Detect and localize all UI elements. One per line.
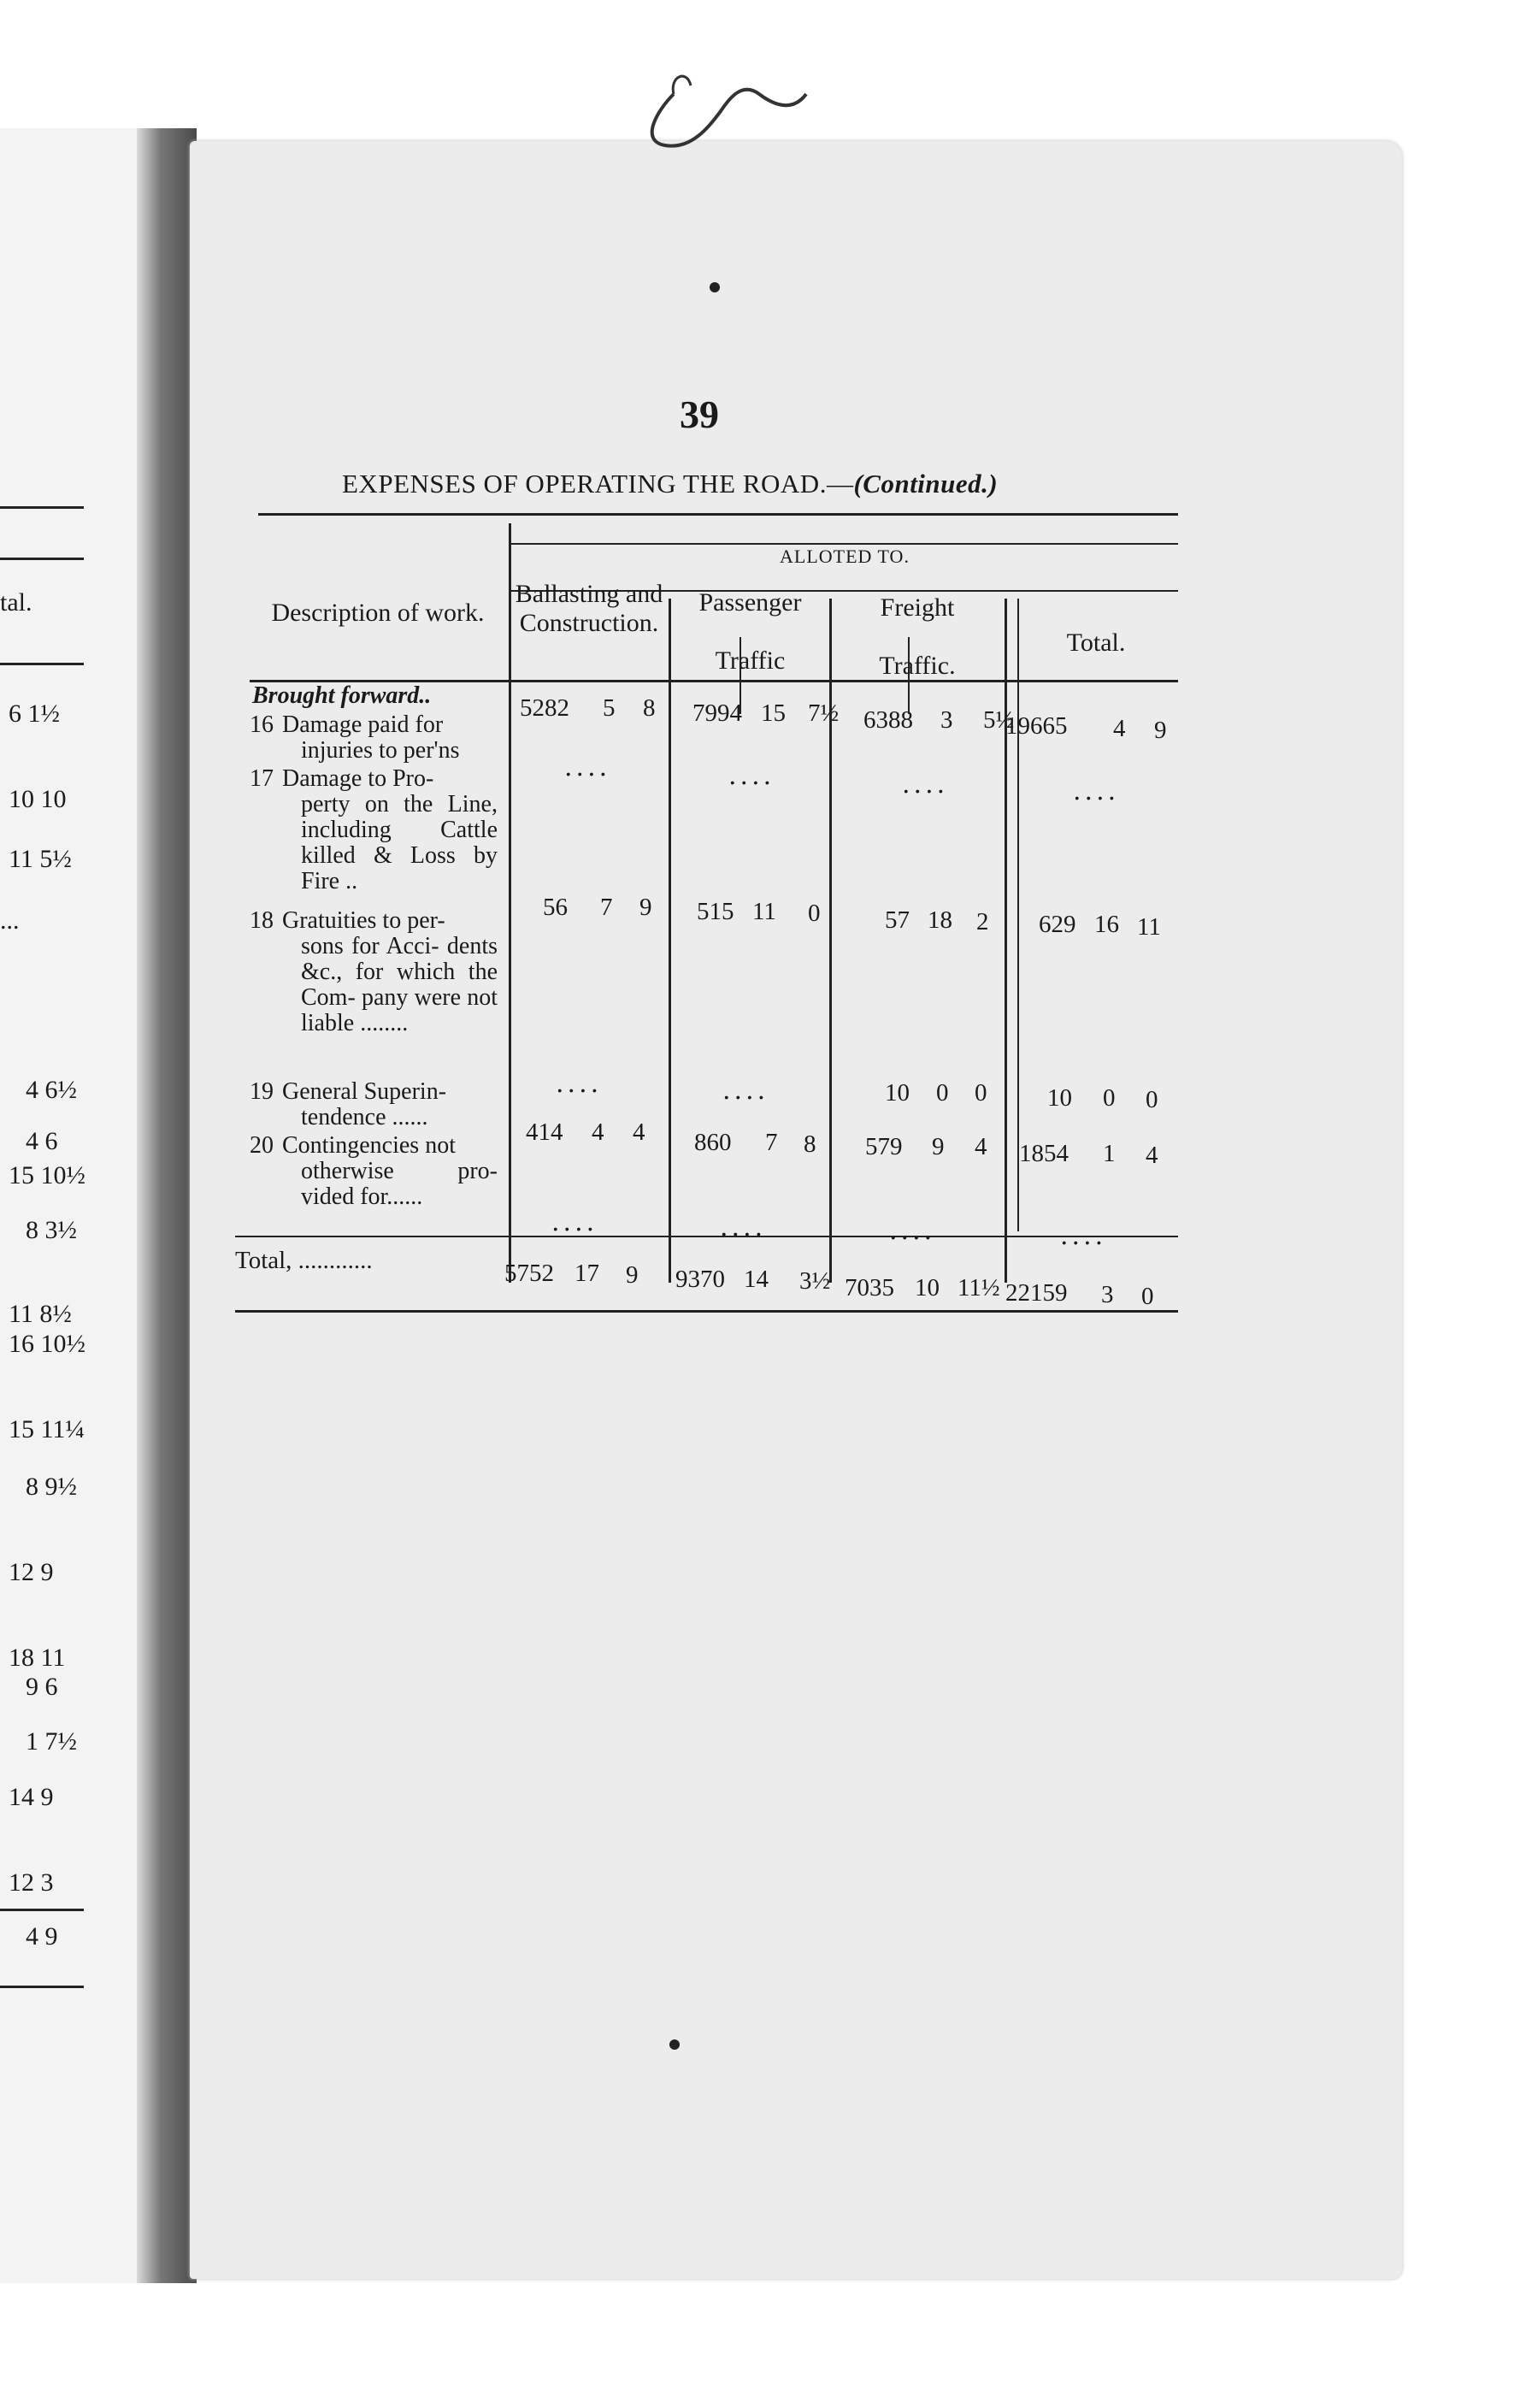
left-page-value: ... [0, 906, 20, 935]
total-cell: 14 [744, 1266, 769, 1293]
table-cell: 579 [865, 1133, 903, 1160]
table-row-description: 20 Contingencies not otherwise pro- vided for...... [250, 1132, 498, 1210]
left-page-value: 8 3½ [26, 1216, 77, 1244]
table-row-description: 16 Damage paid for injuries to per'ns [250, 711, 460, 764]
total-cell: 11½ [958, 1274, 1000, 1301]
passenger-sub-header: Traffic [715, 646, 786, 675]
left-page-value: 15 10½ [9, 1161, 85, 1189]
table-cell: 3 [940, 706, 953, 734]
table-top-rule [258, 513, 1178, 516]
table-cell: 9 [1154, 717, 1167, 744]
table-cell: 4 [1113, 715, 1126, 742]
total-cell: 17 [574, 1260, 599, 1287]
passenger-header: Passenger [698, 588, 802, 617]
table-cell: 0 [1146, 1086, 1158, 1113]
table-cell: 9 [639, 894, 652, 921]
freight-header: Freight [880, 593, 955, 622]
table-cell: 18 [928, 906, 952, 934]
left-page-rule [0, 1986, 84, 1988]
table-cell: 7 [765, 1129, 778, 1156]
table-cell: 9 [932, 1133, 945, 1160]
column-divider [669, 599, 671, 1283]
table-cell: 11 [752, 898, 776, 925]
left-page-value: 12 9 [9, 1558, 54, 1586]
left-page-value: 4 9 [26, 1922, 58, 1951]
total-cell: 0 [1141, 1283, 1154, 1310]
empty-cell: .... [1060, 1221, 1107, 1251]
table-cell: 629 [1039, 911, 1076, 938]
table-cell: 11 [1137, 913, 1161, 941]
total-cell: 7035 [845, 1274, 894, 1301]
table-cell: 57 [885, 906, 910, 934]
column-subdivider [1017, 599, 1019, 1231]
description-header: Description of work. [271, 599, 485, 627]
column-divider [1005, 599, 1007, 1283]
empty-cell: .... [902, 770, 949, 800]
total-header: Total. [1066, 629, 1126, 657]
total-cell: 22159 [1005, 1279, 1068, 1307]
thread-mark [639, 60, 810, 154]
left-page-header: tal. [0, 588, 32, 617]
left-page-value: 6 1½ [9, 699, 60, 728]
empty-cell: .... [728, 761, 775, 791]
table-cell: 10 [1047, 1084, 1072, 1112]
left-page-value: 4 6 [26, 1127, 58, 1155]
empty-cell: .... [722, 1076, 769, 1106]
brought-forward-label: Brought forward.. [252, 682, 432, 709]
left-page-rule [0, 506, 84, 509]
table-cell: 10 [885, 1079, 910, 1107]
left-page-value: 14 9 [9, 1783, 54, 1811]
ballasting-header: Ballasting and Construction. [515, 580, 663, 637]
freight-sub-header: Traffic. [879, 652, 956, 680]
table-cell: 16 [1094, 911, 1119, 938]
table-cell: 4 [975, 1133, 987, 1160]
left-page-value: 11 8½ [9, 1300, 72, 1328]
table-cell: 15 [761, 699, 786, 727]
table-cell: 7½ [808, 699, 840, 727]
table-cell: 0 [936, 1079, 949, 1107]
empty-cell: .... [720, 1213, 767, 1242]
left-page-value: 4 6½ [26, 1076, 77, 1104]
table-cell: 4 [1146, 1142, 1158, 1169]
empty-cell: .... [1073, 776, 1120, 806]
table-cell: 19665 [1005, 712, 1068, 740]
left-page-value: 16 10½ [9, 1330, 85, 1358]
left-page-value: 1 7½ [26, 1727, 77, 1756]
book-spine [137, 128, 197, 2283]
table-cell: 414 [526, 1118, 563, 1146]
table-cell: 56 [543, 894, 568, 921]
left-page-value: 12 3 [9, 1868, 54, 1897]
total-cell: 5752 [504, 1260, 554, 1287]
table-cell: 4 [592, 1118, 604, 1146]
main-page [190, 141, 1402, 2279]
table-row-description: 17 Damage to Pro- perty on the Line, including Cattle killed & Loss by Fire .. [250, 765, 498, 894]
empty-cell: .... [564, 752, 611, 782]
empty-cell: .... [556, 1069, 603, 1099]
left-page-rule [0, 558, 84, 560]
table-cell: 8 [643, 694, 656, 722]
left-page-value: 15 11¼ [9, 1415, 85, 1443]
table-cell: 0 [808, 900, 821, 927]
left-page-value: 9 6 [26, 1673, 58, 1701]
table-row-description: 18 Gratuities to per- sons for Acci- dents &c., for which the Com- pany were not liable ........ [250, 907, 498, 1036]
empty-cell: .... [551, 1207, 598, 1237]
table-cell: 5282 [520, 694, 569, 722]
total-rule [235, 1236, 1178, 1237]
left-page-value: 8 9½ [26, 1473, 77, 1501]
table-cell: 5 [603, 694, 616, 722]
table-cell: 6388 [863, 706, 913, 734]
table-cell: 0 [975, 1079, 987, 1107]
total-cell: 3½ [799, 1267, 831, 1295]
empty-cell: .... [889, 1216, 936, 1246]
alloted-rule [509, 543, 1178, 545]
alloted-to-header: ALLOTED TO. [780, 546, 910, 567]
left-page-rule [0, 1909, 84, 1911]
left-page-rule [0, 663, 84, 665]
total-cell: 9 [626, 1261, 639, 1289]
table-cell: 860 [694, 1129, 732, 1156]
page-title: EXPENSES OF OPERATING THE ROAD.—(Continued.) [342, 469, 999, 499]
table-cell: 0 [1103, 1084, 1116, 1112]
total-label: Total, ............ [235, 1247, 373, 1274]
total-cell: 9370 [675, 1266, 725, 1293]
table-cell: 1 [1103, 1140, 1116, 1167]
left-page-value: 18 11 [9, 1644, 66, 1672]
total-cell: 10 [915, 1274, 940, 1301]
page-number: 39 [680, 392, 719, 436]
table-cell: 5½ [983, 706, 1015, 734]
table-cell: 1854 [1019, 1140, 1069, 1167]
binding-hole [710, 282, 720, 292]
table-cell: 515 [697, 898, 734, 925]
left-page-value: 11 5½ [9, 845, 72, 873]
table-cell: 2 [976, 908, 989, 935]
table-cell: 7994 [692, 699, 742, 727]
table-bottom-rule [235, 1310, 1178, 1313]
table-row-description: 19 General Superin- tendence ...... [250, 1078, 447, 1130]
table-cell: 7 [600, 894, 613, 921]
total-cell: 3 [1101, 1281, 1114, 1308]
table-cell: 4 [633, 1118, 645, 1146]
binding-hole [669, 2039, 680, 2050]
table-cell: 8 [804, 1130, 816, 1158]
left-page-value: 10 10 [9, 785, 67, 813]
